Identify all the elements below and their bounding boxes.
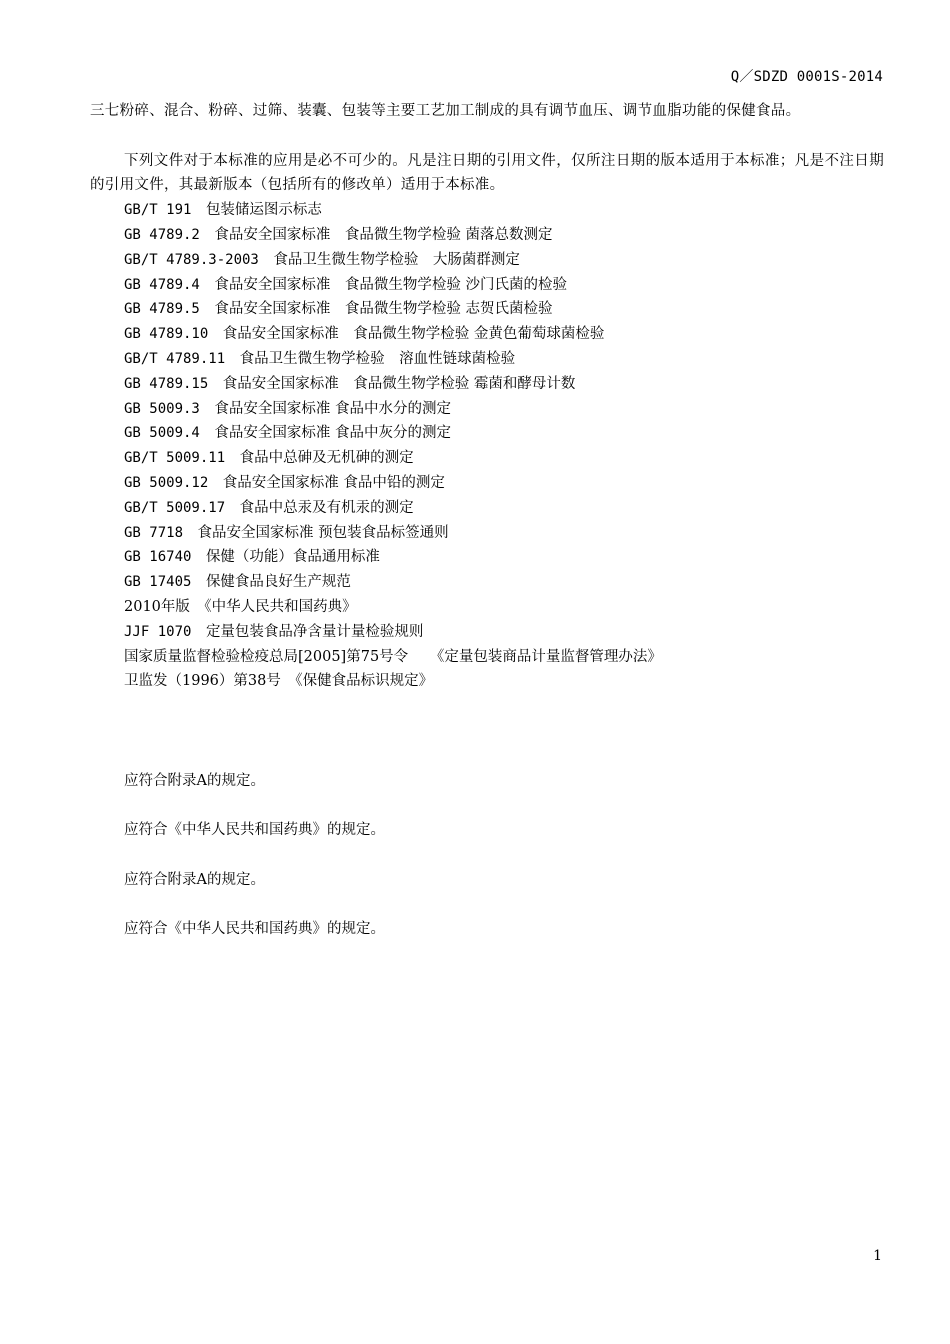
reference-title: 食品中总砷及无机砷的测定 (239, 450, 414, 467)
reference-code: GB 5009.12 (124, 474, 209, 491)
section-3-1-heading (90, 719, 884, 744)
reference-code: GB 4789.4 (124, 276, 200, 293)
intro-line: 三七粉碎、混合、粉碎、过筛、装囊、包装等主要工艺加工制成的具有调节血压、调节血脂功能的保健食品。 (90, 103, 801, 119)
reference-code: GB/T 4789.11 (124, 350, 226, 367)
reference-code: GB 4789.10 (124, 326, 209, 343)
document-code: Q／SDZD 0001S-2014 (730, 69, 883, 85)
reference-title: 包装储运图示标志 (205, 202, 322, 219)
reference-title: 食品安全国家标准 食品中灰分的测定 (214, 425, 451, 442)
reference-code: GB 5009.3 (124, 400, 200, 417)
reference-item (90, 521, 884, 546)
reference-item (90, 198, 884, 223)
reference-code: GB 4789.5 (124, 301, 200, 318)
reference-code: GB/T 191 (124, 202, 192, 219)
reference-title: 定量包装食品净含量计量检验规则 (205, 623, 424, 640)
reference-item (90, 322, 884, 347)
reference-item (90, 421, 884, 446)
section-2-heading (90, 124, 884, 149)
reference-item (90, 545, 884, 570)
reference-title: 食品安全国家标准 食品中水分的测定 (214, 400, 451, 417)
section-3-1-4-text: 应符合《中华人民共和国药典》的规定。 (124, 921, 385, 938)
reference-code: GB 4789.15 (124, 375, 209, 392)
reference-title: 保健食品良好生产规范 (205, 574, 351, 591)
reference-code: GB/T 5009.17 (124, 499, 226, 516)
document-body (90, 99, 884, 971)
reference-title: 《定量包装商品计量监督管理办法》 (437, 648, 662, 665)
section-3-1-1-text: 应符合附录A的规定。 (124, 772, 265, 789)
section-2-paragraph: 下列文件对于本标准的应用是必不可少的。凡是注日期的引用文件，仅所注日期的版本适用于本标准；凡是不注日期的引用文件，其最新版本（包括所有的修改单）适用于本标准。 (90, 152, 884, 194)
section-3-2-heading (90, 946, 884, 971)
reference-title: 《保健食品标识规定》 (295, 673, 434, 690)
reference-item (90, 595, 884, 620)
reference-item (90, 248, 884, 273)
reference-item (90, 223, 884, 248)
section-3-1-2-text: 应符合《中华人民共和国药典》的规定。 (124, 822, 385, 839)
reference-title: 食品安全国家标准 食品微生物学检验 菌落总数测定 (214, 226, 553, 243)
reference-item (90, 496, 884, 521)
reference-item (90, 669, 884, 694)
reference-title: 保健（功能）食品通用标准 (205, 549, 380, 566)
section-3-1-3-heading (90, 843, 884, 868)
reference-item (90, 471, 884, 496)
reference-code: GB 5009.4 (124, 425, 200, 442)
reference-code: GB 16740 (124, 549, 192, 566)
reference-item (90, 620, 884, 645)
reference-title: 食品安全国家标准 食品中铅的测定 (222, 474, 445, 491)
reference-title: 食品安全国家标准 食品微生物学检验 沙门氏菌的检验 (214, 276, 567, 293)
reference-code: 卫监发（1996）第38号 (124, 673, 281, 690)
reference-code: GB 17405 (124, 574, 192, 591)
section-3-1-4-heading (90, 893, 884, 918)
reference-code: 国家质量监督检验检疫总局[2005]第75号令 (124, 648, 409, 665)
reference-item (90, 372, 884, 397)
reference-code: GB 4789.2 (124, 226, 200, 243)
reference-list (90, 198, 884, 694)
page-number: 1 (873, 1248, 882, 1264)
reference-title: 《中华人民共和国药典》 (204, 598, 357, 615)
reference-item (90, 397, 884, 422)
reference-title: 食品卫生微生物学检验 大肠菌群测定 (273, 251, 520, 268)
reference-code: JJF 1070 (124, 623, 192, 640)
reference-item (90, 347, 884, 372)
reference-item (90, 645, 884, 670)
reference-title: 食品卫生微生物学检验 溶血性链球菌检验 (239, 350, 516, 367)
reference-item (90, 446, 884, 471)
reference-item (90, 570, 884, 595)
reference-title: 食品安全国家标准 食品微生物学检验 霉菌和酵母计数 (222, 375, 576, 392)
reference-code: GB 7718 (124, 524, 184, 541)
reference-item (90, 297, 884, 322)
section-3-heading (90, 694, 884, 719)
reference-code: GB/T 4789.3-2003 (124, 251, 259, 268)
reference-title: 食品安全国家标准 食品微生物学检验 志贺氏菌检验 (214, 301, 553, 318)
reference-title: 食品安全国家标准 预包装食品标签通则 (197, 524, 449, 541)
reference-item (90, 273, 884, 298)
reference-title: 食品安全国家标准 食品微生物学检验 金黄色葡萄球菌检验 (222, 326, 605, 343)
reference-code: GB/T 5009.11 (124, 450, 226, 467)
reference-title: 食品中总汞及有机汞的测定 (239, 499, 414, 516)
section-3-1-3-text: 应符合附录A的规定。 (124, 871, 265, 888)
reference-code: 2010年版 (124, 598, 190, 615)
section-3-1-1-heading (90, 744, 884, 769)
section-3-1-2-heading (90, 793, 884, 818)
